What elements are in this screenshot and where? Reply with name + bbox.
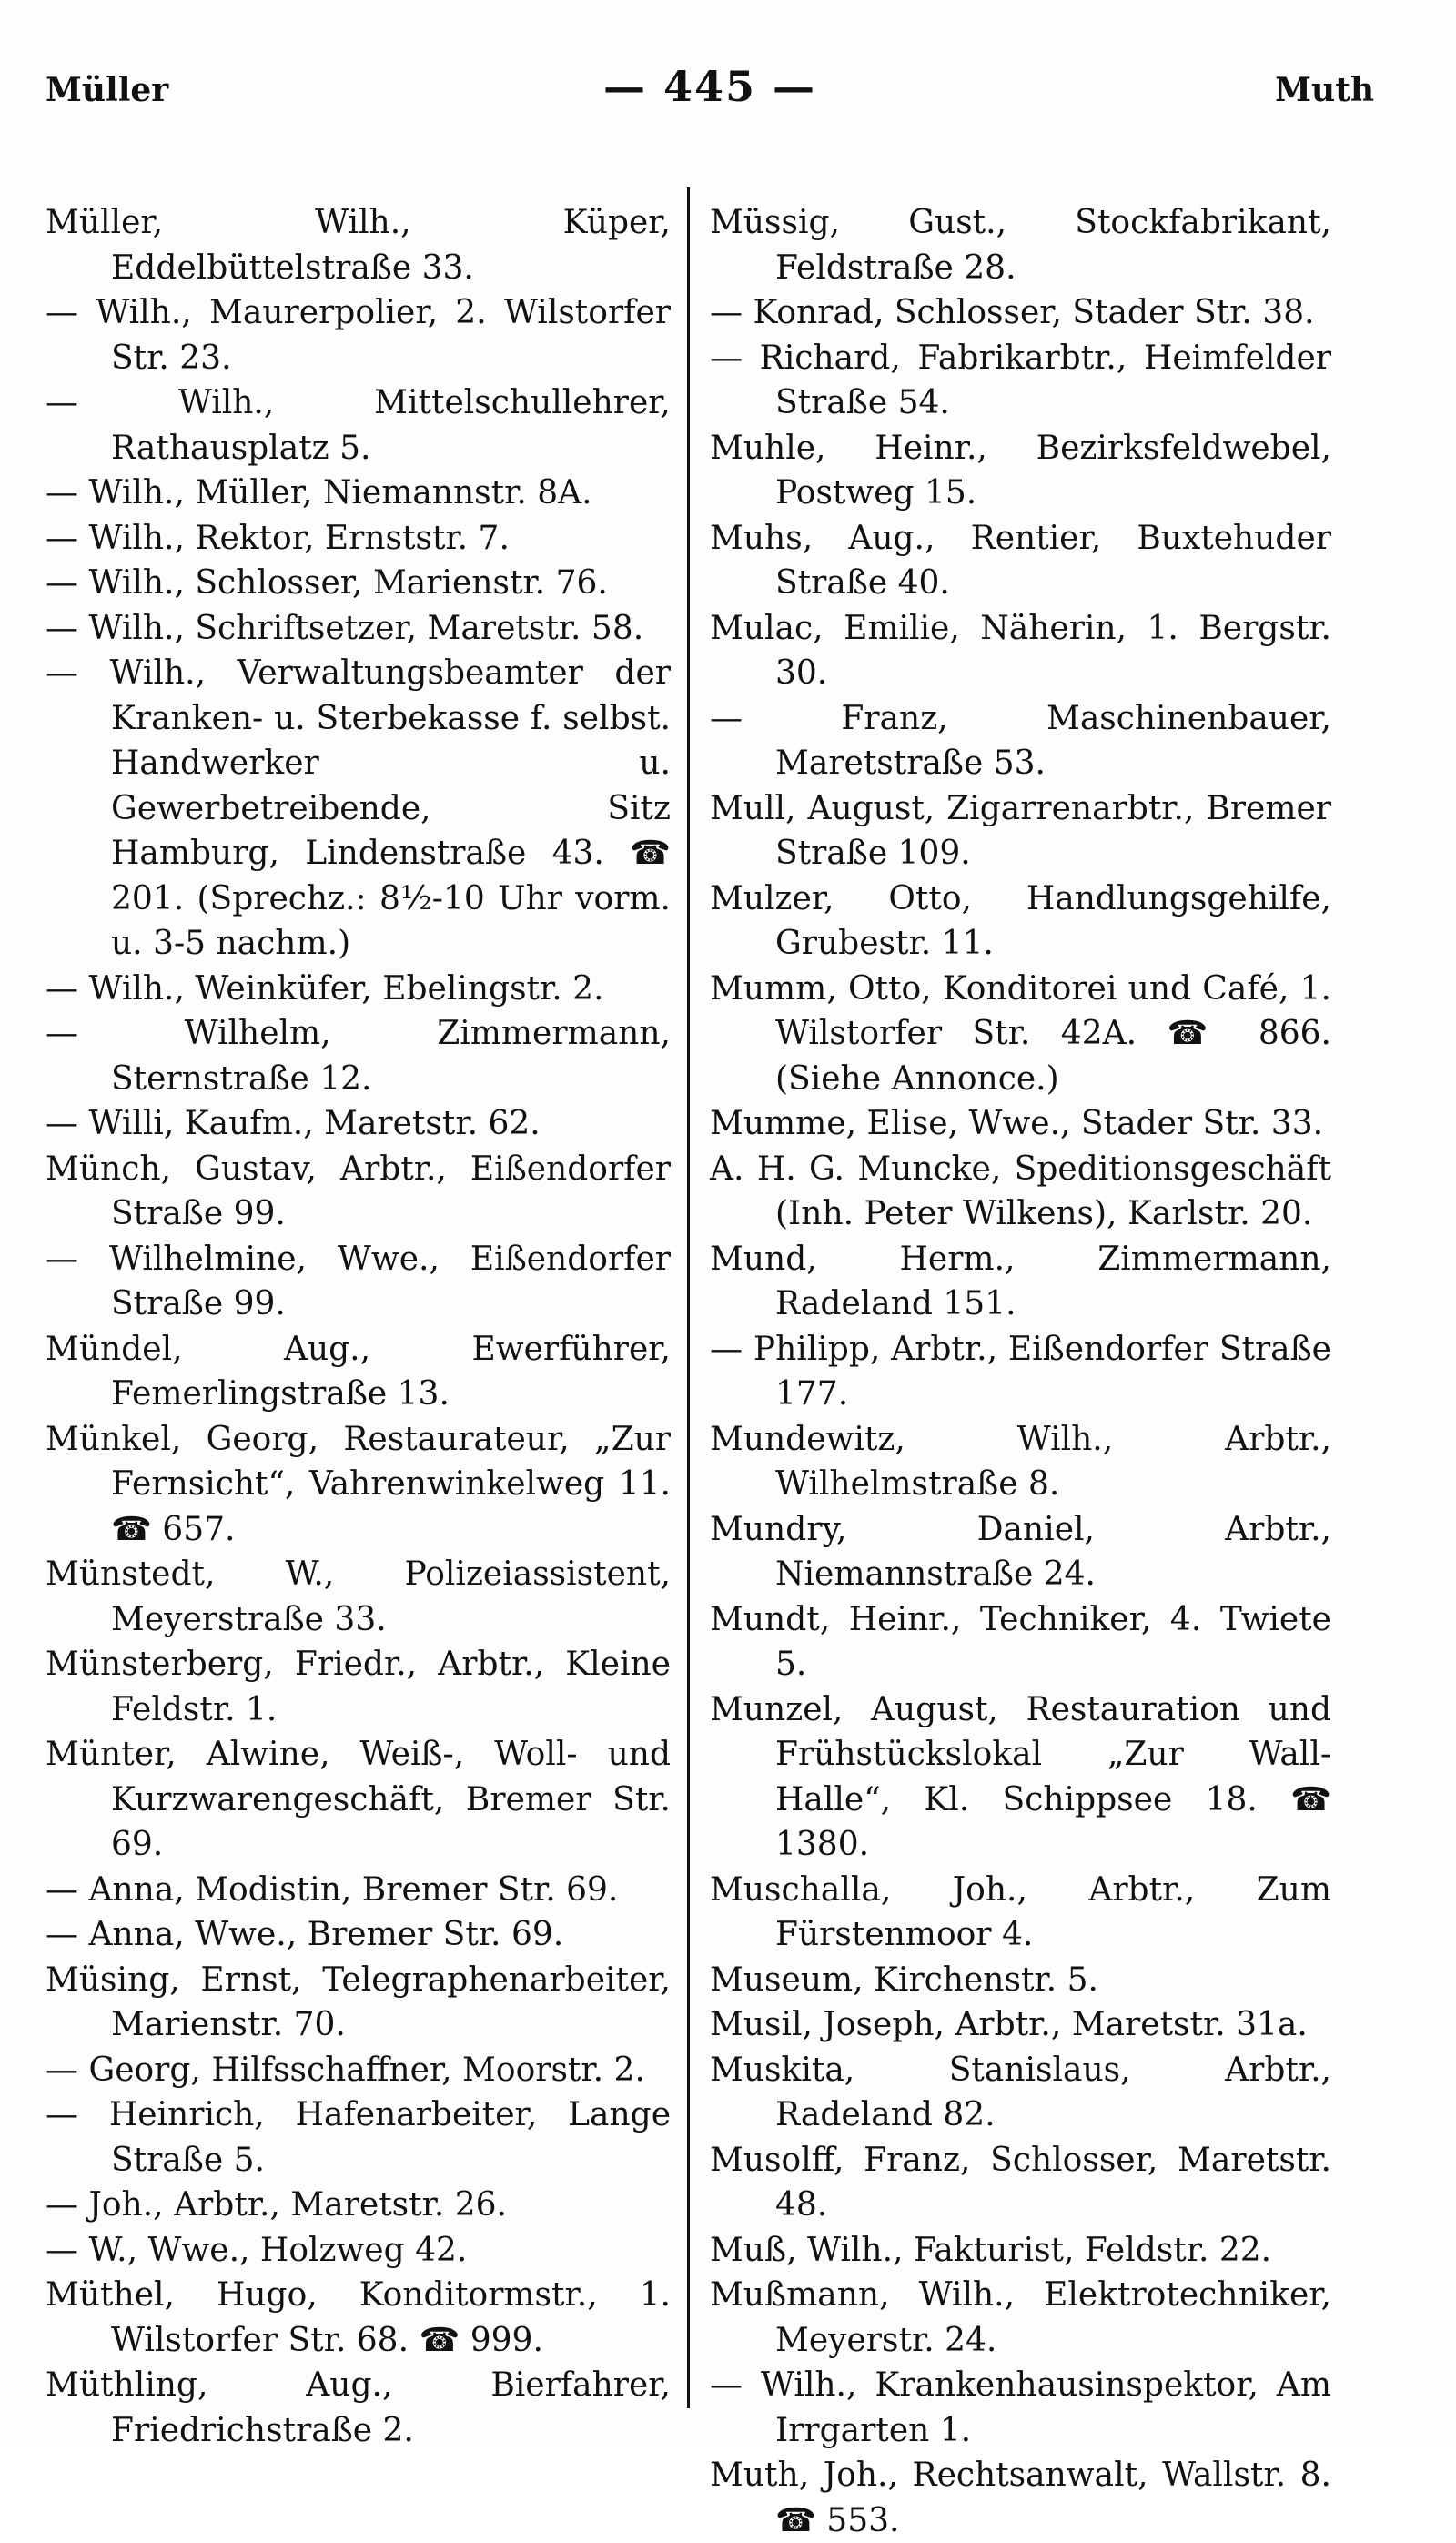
header-last-name: Muth (1275, 71, 1374, 109)
directory-entry: Muhle, Heinr., Bezirksfeldwebel, Postweg 15. (710, 429, 1331, 512)
directory-entry: Mündel, Aug., Ewerführer, Femerlingstraße 13. (46, 1330, 671, 1413)
directory-entry: — Anna, Wwe., Bremer Str. 69. (46, 1916, 564, 1953)
page-header (46, 55, 1374, 118)
directory-entry: — Willi, Kaufm., Maretstr. 62. (46, 1105, 541, 1142)
directory-entry: Münstedt, W., Polizeiassistent, Meyerstraße 33. (46, 1555, 671, 1638)
directory-entry: Müthling, Aug., Bierfahrer, Friedrichstraße 2. (46, 2366, 671, 2449)
directory-entry: Mull, August, Zigarrenarbtr., Bremer Straße 109. (710, 789, 1331, 872)
directory-entry: Münkel, Georg, Restaurateur, „Zur Fernsicht“, Vahrenwinkelweg 11. ☎ 657. (46, 1420, 671, 1548)
directory-entry: Mußmann, Wilh., Elektrotechniker, Meyerstr. 24. (710, 2276, 1331, 2359)
entry-columns (46, 200, 1374, 2543)
header-first-name: Müller (46, 71, 169, 109)
directory-entry: Musolff, Franz, Schlosser, Maretstr. 48. (710, 2141, 1331, 2224)
directory-entry: Muth, Joh., Rechtsanwalt, Wallstr. 8. ☎ 553. (710, 2457, 1331, 2539)
directory-entry: Münsterberg, Friedr., Arbtr., Kleine Feldstr. 1. (46, 1646, 671, 1728)
directory-entry: Mundt, Heinr., Techniker, 4. Twiete 5. (710, 1600, 1331, 1683)
directory-entry: Museum, Kirchenstr. 5. (710, 1960, 1098, 1999)
directory-entry: — Heinrich, Hafenarbeiter, Lange Straße 5. (46, 2096, 671, 2179)
directory-entry: Müssig, Gust., Stockfabrikant, Feldstraße 28. (710, 204, 1331, 287)
directory-entry: — Wilh., Rektor, Ernststr. 7. (46, 519, 510, 557)
directory-entry: Mumm, Otto, Konditorei und Café, 1. Wilstorfer Str. 42A. ☎ 866. (Siehe Annonce.) (710, 969, 1331, 1098)
directory-entry: — Konrad, Schlosser, Stader Str. 38. (710, 294, 1315, 331)
directory-entry: Münch, Gustav, Arbtr., Eißendorfer Straße 99. (46, 1150, 671, 1232)
directory-entry: Mumme, Elise, Wwe., Stader Str. 33. (710, 1105, 1324, 1142)
directory-entry: — Anna, Modistin, Bremer Str. 69. (46, 1870, 619, 1909)
directory-entry: Müsing, Ernst, Telegraphenarbeiter, Marienstr. 70. (46, 1960, 671, 2043)
directory-entry: Müthel, Hugo, Konditormstr., 1. Wilstorfer Str. 68. ☎ 999. (46, 2276, 671, 2359)
directory-entry: — Wilh., Schriftsetzer, Maretstr. 58. (46, 609, 644, 647)
directory-entry: — Wilhelm, Zimmermann, Sternstraße 12. (46, 1015, 671, 1098)
directory-entry: Muskita, Stanislaus, Arbtr., Radeland 82. (710, 2051, 1331, 2133)
page-number: — 445 — (602, 62, 817, 111)
directory-entry: — Wilhelmine, Wwe., Eißendorfer Straße 99. (46, 1240, 671, 1322)
directory-entry: Münter, Alwine, Weiß-, Woll- und Kurzwarengeschäft, Bremer Str. 69. (46, 1736, 671, 1863)
directory-entry: Musil, Joseph, Arbtr., Maretstr. 31a. (710, 2006, 1308, 2043)
directory-entry: Mund, Herm., Zimmermann, Radeland 151. (710, 1240, 1331, 1322)
directory-entry: — Wilh., Schlosser, Marienstr. 76. (46, 564, 608, 602)
directory-entry: Muß, Wilh., Fakturist, Feldstr. 22. (710, 2231, 1272, 2269)
directory-entry: — Wilh., Verwaltungsbeamter der Kranken- u. Sterbekasse f. selbst. Handwerker u. Gewerbetreibende, Sitz Hamburg, Lindenstraße 43. ☎ 201. (Sprechz.: 8½-10 Uhr vorm. u. 3-5 nachm.) (46, 654, 671, 962)
directory-entry: Mundewitz, Wilh., Arbtr., Wilhelmstraße 8. (710, 1420, 1331, 1503)
right-column (690, 200, 1331, 2543)
directory-entry: — Franz, Maschinenbauer, Maretstraße 53. (710, 699, 1331, 782)
directory-entry: Müller, Wilh., Küper, Eddelbüttelstraße 33. (46, 204, 671, 287)
directory-entry: — Wilh., Mittelschullehrer, Rathausplatz 5. (46, 384, 671, 467)
directory-entry: Mulac, Emilie, Näherin, 1. Bergstr. 30. (710, 609, 1331, 692)
directory-entry: — Joh., Arbtr., Maretstr. 26. (46, 2186, 508, 2224)
directory-entry: — Wilh., Krankenhausinspektor, Am Irrgarten 1. (710, 2366, 1331, 2449)
left-column (46, 200, 687, 2543)
directory-entry: Mundry, Daniel, Arbtr., Niemannstraße 24. (710, 1510, 1331, 1593)
directory-entry: A. H. G. Muncke, Speditionsgeschäft (Inh. Peter Wilkens), Karlstr. 20. (710, 1150, 1331, 1232)
directory-entry: — W., Wwe., Holzweg 42. (46, 2231, 468, 2269)
directory-entry: — Philipp, Arbtr., Eißendorfer Straße 177. (710, 1330, 1331, 1413)
directory-entry: — Richard, Fabrikarbtr., Heimfelder Straße 54. (710, 339, 1331, 421)
directory-entry: Munzel, August, Restauration und Frühstückslokal „Zur Wall-Halle“, Kl. Schippsee 18. ☎ 1380. (710, 1690, 1331, 1863)
directory-entry: — Wilh., Maurerpolier, 2. Wilstorfer Str. 23. (46, 294, 671, 377)
directory-entry: — Wilh., Weinküfer, Ebelingstr. 2. (46, 969, 604, 1008)
directory-entry: — Wilh., Müller, Niemannstr. 8A. (46, 474, 592, 512)
directory-entry: Muschalla, Joh., Arbtr., Zum Fürstenmoor 4. (710, 1870, 1331, 1953)
directory-entry: — Georg, Hilfsschaffner, Moorstr. 2. (46, 2051, 645, 2089)
directory-entry: Mulzer, Otto, Handlungsgehilfe, Grubestr. 11. (710, 879, 1331, 962)
directory-entry: Muhs, Aug., Rentier, Buxtehuder Straße 40. (710, 519, 1331, 602)
